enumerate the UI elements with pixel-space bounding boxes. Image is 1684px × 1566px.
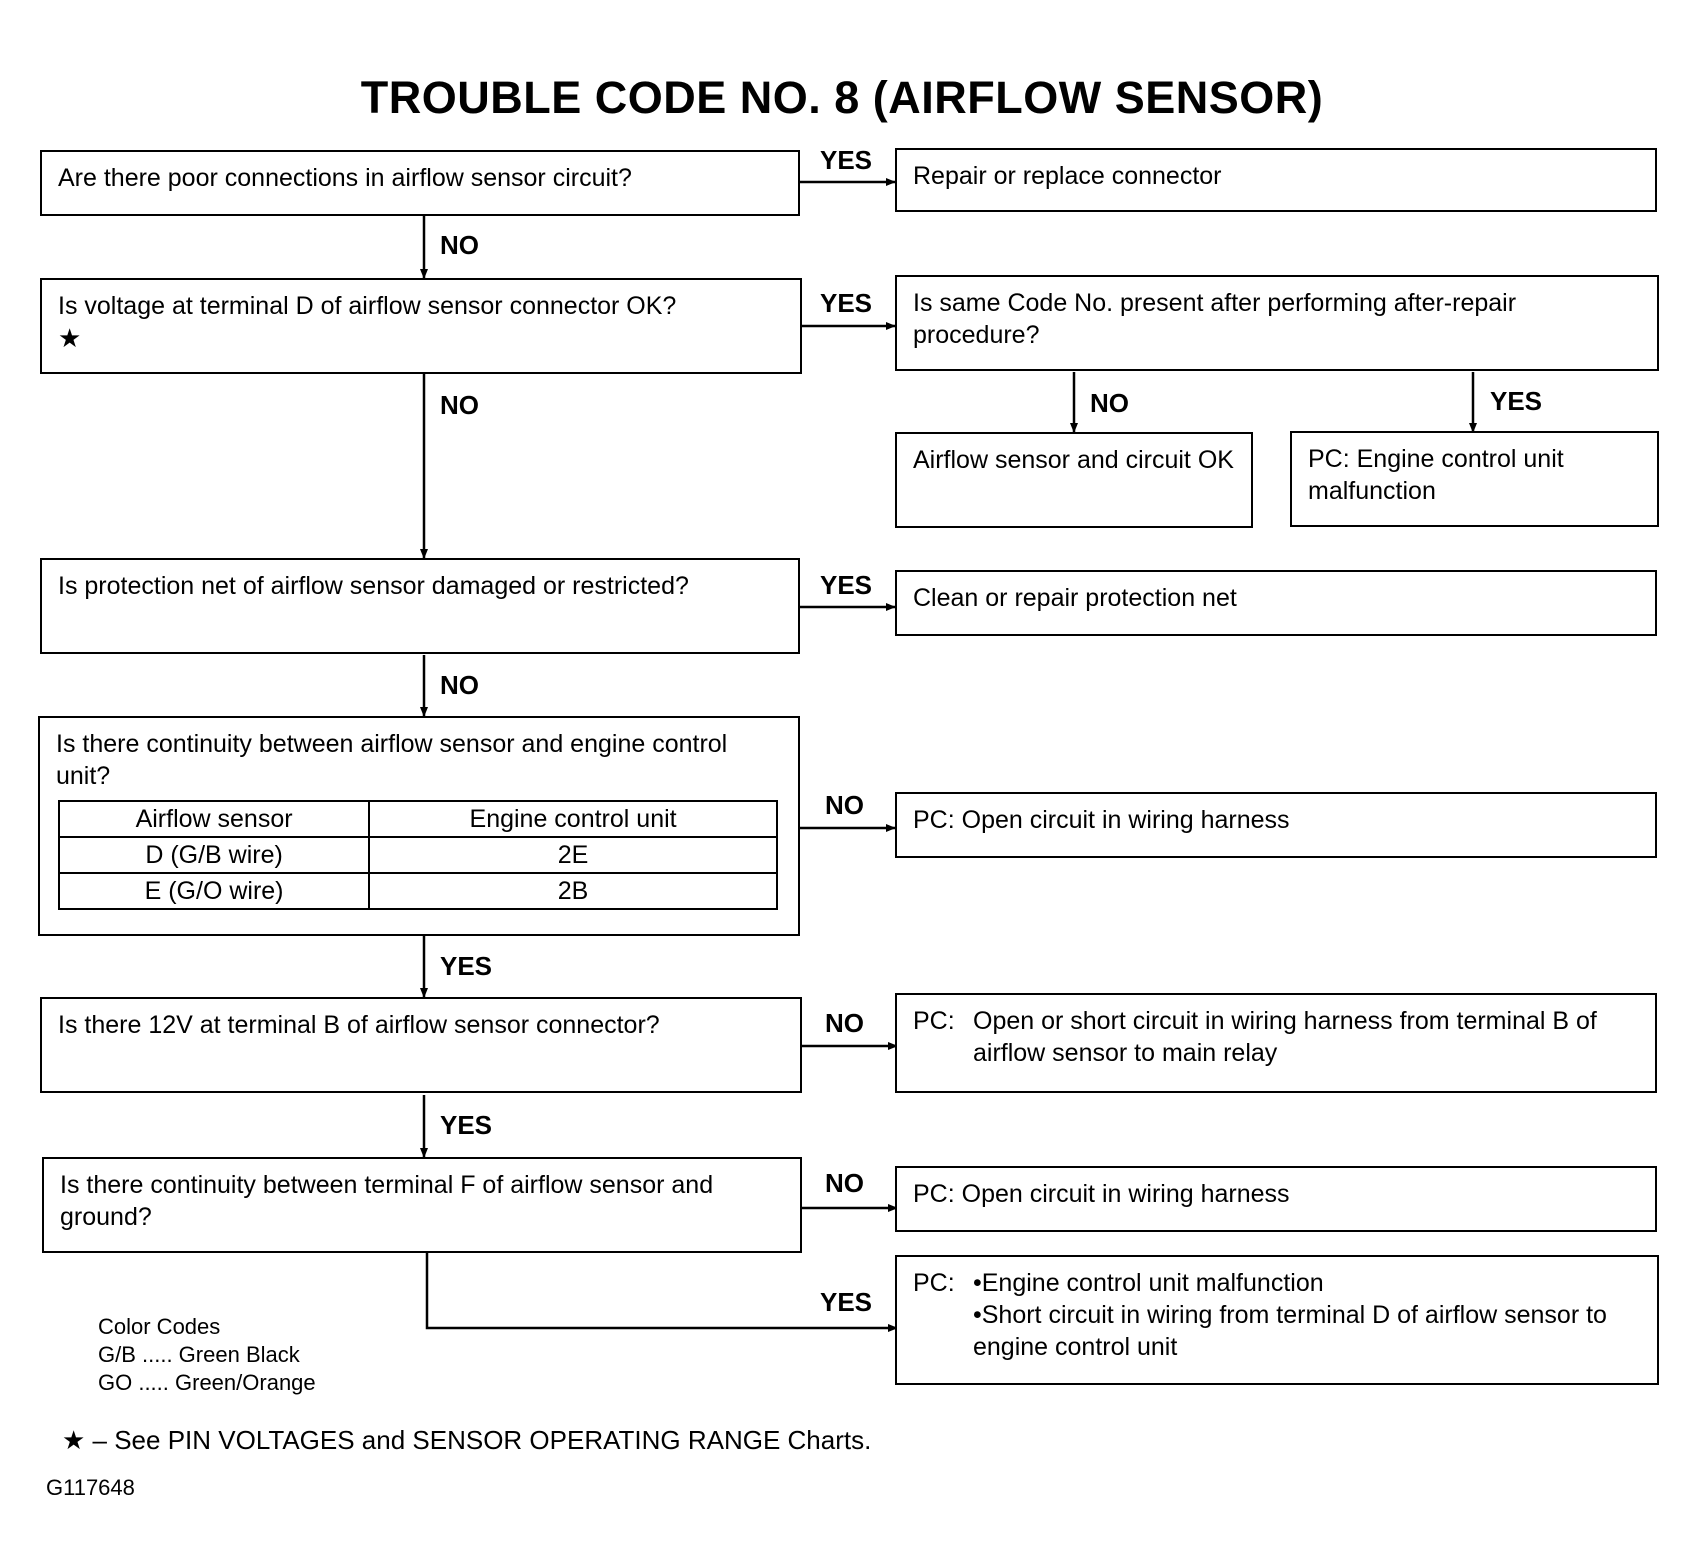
color-code-legend: [98, 1313, 316, 1397]
list-item: •Short circuit in wiring from terminal D of airflow sensor to engine control unit: [973, 1301, 1607, 1361]
question-poor-connections: [40, 150, 800, 216]
figure-id: G117648: [46, 1475, 135, 1500]
label-yes: YES: [440, 1110, 493, 1140]
pc-prefix: PC:: [913, 1007, 955, 1035]
pin-table: [58, 800, 778, 910]
label-yes: YES: [440, 951, 493, 981]
legend-title: Color Codes: [98, 1314, 221, 1339]
label-no: NO: [440, 230, 479, 260]
result-sensor-ok: [895, 432, 1253, 528]
table-cell: 2B: [369, 873, 777, 909]
label-yes: YES: [820, 145, 873, 175]
result-clean-protection-net: [895, 570, 1657, 636]
legend-item: GO ..... Green/Orange: [98, 1370, 316, 1395]
page-title: TROUBLE CODE NO. 8 (AIRFLOW SENSOR): [360, 72, 1324, 123]
result-open-circuit-harness-2: [895, 1166, 1657, 1232]
label-no: NO: [825, 790, 864, 820]
table-cell: E (G/O wire): [59, 873, 369, 909]
star-icon: ★: [58, 323, 82, 353]
label-no: NO: [825, 1168, 864, 1198]
result-text: PC: Engine control unit malfunction: [1308, 445, 1564, 505]
question-protection-net: [40, 558, 800, 654]
question-same-code-present: [895, 275, 1659, 371]
result-open-circuit-harness: [895, 792, 1657, 858]
label-yes: YES: [820, 1287, 873, 1317]
result-text: Clean or repair protection net: [913, 584, 1237, 612]
result-open-short-main-relay: [895, 993, 1657, 1093]
result-text: PC: Open circuit in wiring harness: [913, 1180, 1290, 1208]
question-text: Is there continuity between terminal F of airflow sensor and ground?: [60, 1171, 714, 1231]
result-text: Airflow sensor and circuit OK: [913, 446, 1234, 474]
question-12v-terminal-b: [40, 997, 802, 1093]
table-cell: 2E: [369, 837, 777, 873]
question-text: Is there continuity between airflow sensor and engine control unit?: [56, 730, 728, 790]
label-yes: YES: [820, 288, 873, 318]
label-no: NO: [825, 1008, 864, 1038]
table-header: Engine control unit: [369, 801, 777, 837]
label-no: NO: [440, 390, 479, 420]
table-header: Airflow sensor: [59, 801, 369, 837]
result-ecu-or-short: [895, 1255, 1659, 1385]
legend-item: G/B ..... Green Black: [98, 1342, 300, 1367]
question-continuity-ground: [42, 1157, 802, 1253]
label-no: NO: [1090, 388, 1129, 418]
table-cell: D (G/B wire): [59, 837, 369, 873]
result-text: PC: Open circuit in wiring harness: [913, 806, 1290, 834]
question-text: Is same Code No. present after performing after-repair procedure?: [913, 289, 1517, 349]
label-yes: YES: [1490, 386, 1543, 416]
result-text: Open or short circuit in wiring harness from terminal B of airflow sensor to main relay: [973, 1007, 1597, 1067]
table-row: [59, 837, 777, 873]
question-text: Is protection net of airflow sensor damaged or restricted?: [58, 572, 689, 600]
footnote: ★ – See PIN VOLTAGES and SENSOR OPERATING RANGE Charts.: [62, 1425, 872, 1455]
question-text: Is there 12V at terminal B of airflow sensor connector?: [58, 1011, 660, 1039]
label-no: NO: [440, 670, 479, 700]
result-ecu-malfunction: [1290, 431, 1659, 527]
label-yes: YES: [820, 570, 873, 600]
result-text: Repair or replace connector: [913, 162, 1222, 190]
question-text: Is voltage at terminal D of airflow sensor connector OK?: [58, 292, 677, 320]
result-repair-connector: [895, 148, 1657, 212]
table-header-row: [59, 801, 777, 837]
table-row: [59, 873, 777, 909]
question-text: Are there poor connections in airflow sensor circuit?: [58, 164, 632, 192]
pc-prefix: PC:: [913, 1269, 955, 1297]
question-voltage-terminal-d: [40, 278, 802, 374]
list-item: •Engine control unit malfunction: [973, 1269, 1324, 1297]
